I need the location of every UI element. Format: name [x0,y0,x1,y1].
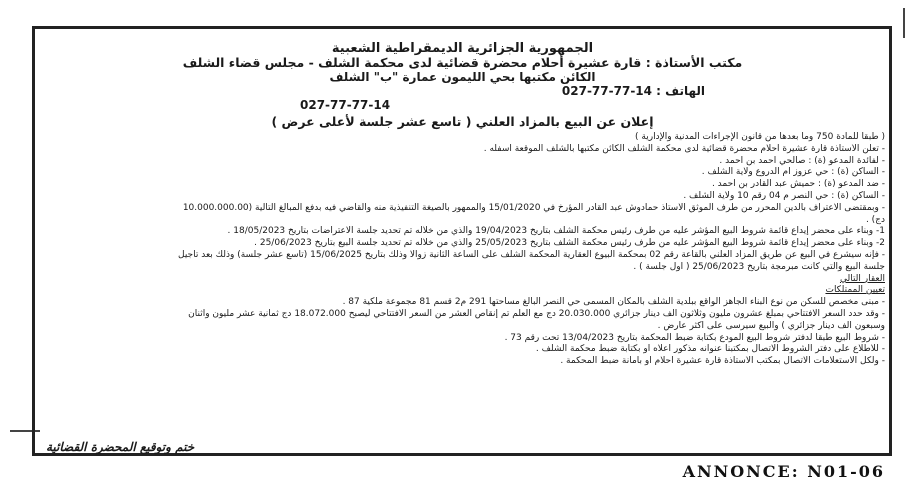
deposit-record-2: 2- وبناء على محضر إيداع قائمة شروط البيع المؤشر عليه من طرف رئيس محكمة الشلف بتاريخ 25/05/2023 والذي من خلاله تم تحديد جلسة البيع بتاريخ 25/06/2023 . [254,238,885,249]
defendant-address: - الساكن (ة) : حي النصر م 04 رقم 10 ولاية الشلف . [683,190,885,201]
office-address: الكائن مكتبها بحي الليمون عمارة "ب" الشلف [329,70,596,84]
deposit-record-1: 1- وبناء على محضر إيداع قائمة شروط البيع المؤشر عليه من طرف رئيس محكمة الشلف بتاريخ 19/04/2023 والذي من خلاله تم تحديد جلسة الاعتراضات بتاريخ 18/05/2023 . [227,226,885,237]
notice-line: - تعلن الأستاذة قارة عشيرة أحلام محضرة قضائية لدى محكمة الشلف الكائن مكتبها بالشلف الموقعة أسفله . [483,143,885,154]
bailiff-signature: ختم وتوقيع المحضرة القضائية [46,440,195,454]
sale-conditions: - شروط البيع طبقا لدفتر شروط البيع المودع بكتابة ضبط المحكمة بتاريخ 13/04/2023 تحت رقم 73 . [504,332,885,343]
contact-info: - ولكل الاستعلامات الاتصال بمكتب الأستاذة قارة عشيرة أحلام أو بأمانة ضبط المحكمة . [560,356,885,367]
republic-heading: الجمهورية الجزائرية الديمقراطية الشعبية [331,41,594,56]
office-phone: 027-77-77-14 [300,98,391,112]
property-designation-heading: تعيين الممتلكات [825,285,885,296]
scan-edge-mark [903,8,905,38]
debt-acknowledgement: - وبمقتضى الاعتراف بالدين المحرر من طرف الموثق الأستاذ حمادوش عبد القادر المؤرخ في 15/01/2020 والممهور بالصيغة التنفيذية منه والقاضي فيه بدفع المبالغ التالية (10.000.000.00 [182,202,885,213]
debt-currency: دج) . [865,214,885,225]
beneficiary-address: - الساكن (ة) : حي عزوز أم الدروع ولاية الشلف . [701,167,885,178]
legal-notice-body [40,30,885,460]
beneficiary: - لفائدة المدعو (ة) : صالحي أحمد بن أحمد . [719,155,885,166]
consultation-info: - للاطلاع على دفتر الشروط الاتصال بمكتبنا عنوانه مذكور أعلاه أو بكتابة ضبط محكمة الشلف . [535,344,885,355]
auction-schedule: - فإنه سيشرع في البيع عن طريق المزاد العلني بالقاعة رقم 02 بمحكمة البيوع العقارية المحكمة الشلف على الساعة الثانية زوالا وذلك بتاريخ 15/06/2025 (تاسع عشر جلسة) وذلك بعد تأجيل [178,249,885,260]
notice-title: إعلان عن البيع بالمزاد العلني ( تاسع عشر جلسة لأعلى عرض ) [271,114,654,129]
office-heading: مكتب الأستاذة : قارة عشيرة أحلام محضرة قضائية لدى محكمة الشلف - مجلس قضاء الشلف [182,55,743,70]
defendant: - ضد المدعو (ة) : حميش عبد القادر بن أحمد . [711,179,885,190]
property-description: - مبنى مخصص للسكن من نوع البناء الجاهز الواقع ببلدية الشلف بالمكان المسمى حي النصر البالغ مساحتها 291 م2 قسم 81 مجموعة ملكية 87 . [342,297,885,308]
opening-price: - وقد حدد السعر الافتتاحي بمبلغ عشرون مليون وثلاثون ألف دينار جزائري 20.030.000 دج مع العلم تم إنقاص العشر من السعر الافتتاحي ليصبح 18.072.000 دج ثمانية عشر مليون واثنان [188,308,885,319]
legal-basis: ( طبقا للمادة 750 وما بعدها من قانون الإجراءات المدنية والإدارية ) [635,132,885,142]
auction-schedule-cont: جلسة البيع والتي كانت مبرمجة بتاريخ 25/06/2023 ( أول جلسة ) . [633,261,885,272]
opening-price-cont: وسبعون ألف دينار جزائري ) والبيع سيرسى على أكثر عارض . [657,320,885,331]
property-heading: العقار التالي [839,273,885,284]
office-phone-label: الهاتف : 14-77-77-027 [561,84,705,98]
annonce-number: ANNONCE: N01-06 [682,462,885,481]
